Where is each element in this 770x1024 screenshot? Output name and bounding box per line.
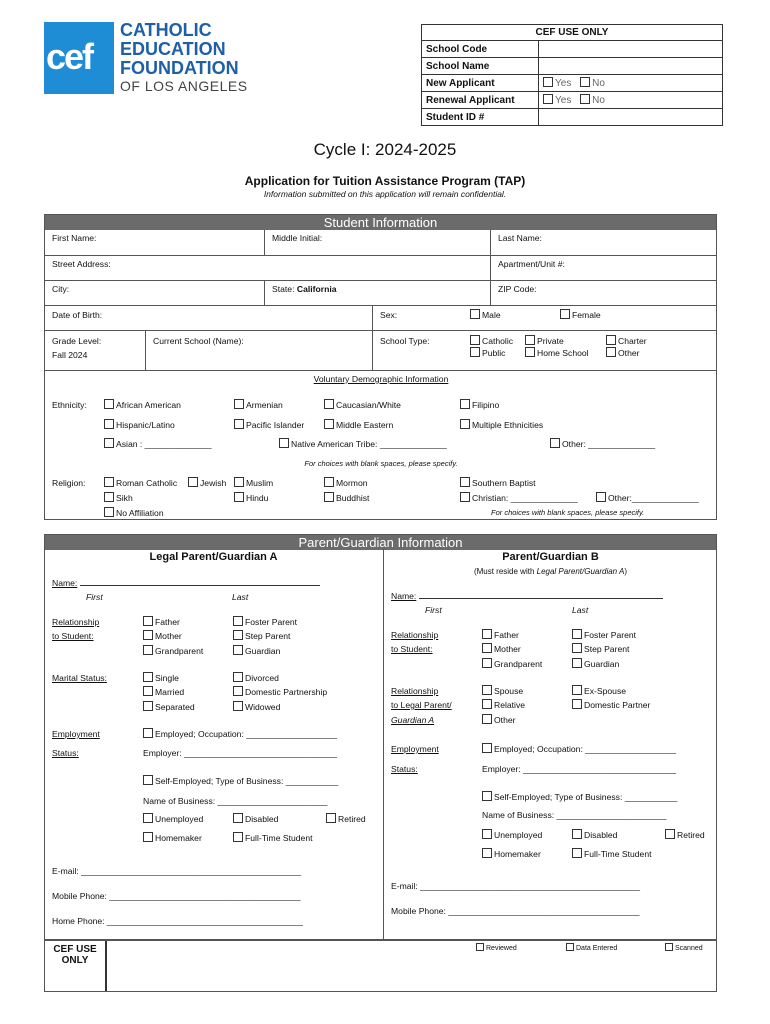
female-checkbox — [560, 309, 570, 319]
a-mobile-phone[interactable]: Mobile Phone: ________________________________________ — [52, 891, 301, 901]
b-status-label: Status: — [391, 764, 418, 774]
b-grandparent[interactable]: Grandparent — [482, 658, 542, 669]
eth-african-american[interactable]: African American — [104, 399, 181, 410]
rel-jewish[interactable]: Jewish — [188, 477, 226, 488]
cycle-title: Cycle I: 2024-2025 — [313, 140, 457, 159]
grade-level-value: Fall 2024 — [52, 350, 88, 360]
eth-native-american[interactable]: Native American Tribe: ______________ — [279, 438, 447, 449]
new-applicant-label: New Applicant — [422, 75, 539, 92]
first-name-input[interactable] — [48, 244, 262, 254]
b-employment-label: Employment — [391, 744, 439, 754]
b-guardian-a-label: Guardian A — [391, 715, 435, 725]
school-type-charter[interactable]: Charter — [606, 335, 647, 346]
eth-pacific-islander[interactable]: Pacific Islander — [234, 419, 304, 430]
middle-initial-label: Middle Initial: — [272, 233, 323, 243]
ethnicity-label: Ethnicity: — [52, 400, 87, 410]
city-label: City: — [52, 284, 70, 294]
zip-label: ZIP Code: — [498, 284, 537, 294]
a-retired[interactable]: Retired — [326, 813, 366, 824]
male-option[interactable]: Male — [470, 309, 501, 320]
b-other[interactable]: Other — [482, 714, 516, 725]
a-single[interactable]: Single — [143, 672, 179, 683]
school-type-home[interactable]: Home School — [525, 347, 589, 358]
guardian-b-title: Parent/Guardian B — [502, 551, 599, 563]
a-step-parent[interactable]: Step Parent — [233, 630, 290, 641]
rel-southern-baptist[interactable]: Southern Baptist — [460, 477, 536, 488]
logo-line2: EDUCATION — [120, 39, 226, 59]
a-last-label: Last — [232, 592, 249, 602]
religion-label: Religion: — [52, 478, 86, 488]
cef-use-box: CEF USE ONLY School Code School Name New Applicant Yes No Renewal Applicant Yes No Student ID # — [421, 24, 723, 126]
a-guardian[interactable]: Guardian — [233, 645, 280, 656]
eth-asian[interactable]: Asian : ______________ — [104, 438, 212, 449]
b-spouse[interactable]: Spouse — [482, 685, 523, 696]
logo-line3: FOUNDATION — [120, 58, 239, 78]
renewal-applicant-yes-checkbox[interactable] — [543, 94, 553, 104]
new-applicant-yes-checkbox[interactable] — [543, 77, 553, 87]
reviewed-check[interactable]: Reviewed — [476, 943, 517, 952]
religion-note: For choices with blank spaces, please specify. — [491, 508, 645, 517]
grade-level-label: Grade Level: — [52, 336, 102, 346]
student-section-heading: Student Information — [45, 215, 716, 230]
rel-mormon[interactable]: Mormon — [324, 477, 368, 488]
school-type-public[interactable]: Public — [470, 347, 505, 358]
b-mobile-phone[interactable]: Mobile Phone: ________________________________________ — [391, 906, 640, 916]
rel-buddhist[interactable]: Buddhist — [324, 492, 369, 503]
a-to-student-label: to Student: — [52, 631, 94, 641]
footer-only: ONLY — [61, 955, 89, 966]
b-domestic-partner[interactable]: Domestic Partner — [572, 699, 650, 710]
b-mother[interactable]: Mother — [482, 643, 521, 654]
a-foster-parent[interactable]: Foster Parent — [233, 616, 297, 627]
a-mother[interactable]: Mother — [143, 630, 182, 641]
b-first-label: First — [425, 605, 442, 615]
state-value: California — [296, 284, 337, 294]
b-ex-spouse[interactable]: Ex-Spouse — [572, 685, 626, 696]
eth-filipino[interactable]: Filipino — [460, 399, 499, 410]
renewal-applicant-label: Renewal Applicant — [422, 92, 539, 109]
a-status-label: Status: — [52, 748, 79, 758]
guardian-b-subtitle: (Must reside with Legal Parent/Guardian A) — [473, 567, 628, 576]
a-employment-label: Employment — [52, 729, 100, 739]
rel-sikh[interactable]: Sikh — [104, 492, 133, 503]
eth-caucasian[interactable]: Caucasian/White — [324, 399, 401, 410]
a-email[interactable]: E-mail: ______________________________________________ — [52, 866, 301, 876]
rel-no-affiliation[interactable]: No Affiliation — [104, 507, 164, 518]
logo-line4: OF LOS ANGELES — [120, 78, 248, 94]
b-employer[interactable]: Employer: ________________________________ — [482, 764, 677, 774]
b-retired[interactable]: Retired — [665, 829, 705, 840]
rel-other[interactable]: Other:______________ — [596, 492, 699, 503]
a-home-phone[interactable]: Home Phone: _________________________________________ — [52, 916, 303, 926]
a-homemaker[interactable]: Homemaker — [143, 832, 202, 843]
eth-multiple[interactable]: Multiple Ethnicities — [460, 419, 543, 430]
footer-cef-use: CEF USE — [53, 944, 97, 955]
rel-christian[interactable]: Christian: ______________ — [460, 492, 578, 503]
logo-line1: CATHOLIC — [120, 20, 212, 40]
street-address-label: Street Address: — [52, 259, 111, 269]
parent-section-heading: Parent/Guardian Information — [45, 535, 716, 550]
a-employed[interactable]: Employed; Occupation: ___________________ — [143, 728, 337, 739]
sex-label: Sex: — [380, 310, 398, 320]
b-to-legal-label: to Legal Parent/ — [391, 700, 452, 710]
a-first-label: First — [86, 592, 103, 602]
ethnicity-note: For choices with blank spaces, please specify. — [304, 459, 458, 468]
b-email[interactable]: E-mail: ______________________________________________ — [391, 881, 640, 891]
a-father[interactable]: Father — [143, 616, 180, 627]
eth-hispanic[interactable]: Hispanic/Latino — [104, 419, 175, 430]
data-entered-check[interactable]: Data Entered — [566, 943, 617, 952]
a-widowed[interactable]: Widowed — [233, 701, 280, 712]
school-type-private[interactable]: Private — [525, 335, 564, 346]
cef-box-title: CEF USE ONLY — [422, 25, 723, 41]
eth-armenian[interactable]: Armenian — [234, 399, 283, 410]
female-option[interactable]: Female — [560, 309, 601, 320]
dob-label: Date of Birth: — [52, 310, 103, 320]
a-name[interactable]: Name: — [52, 578, 320, 588]
school-type-catholic[interactable]: Catholic — [470, 335, 513, 346]
a-marital-label: Marital Status: — [52, 673, 107, 683]
first-name-label: First Name: — [52, 233, 97, 243]
eth-other[interactable]: Other: ______________ — [550, 438, 655, 449]
b-full-time-student[interactable]: Full-Time Student — [572, 848, 652, 859]
b-unemployed[interactable]: Unemployed — [482, 829, 542, 840]
logo-mark: cef — [44, 22, 114, 94]
rel-muslim[interactable]: Muslim — [234, 477, 273, 488]
b-employed[interactable]: Employed; Occupation: ___________________ — [482, 743, 676, 754]
a-relationship-label: Relationship — [52, 617, 100, 627]
logo — [44, 22, 264, 94]
a-grandparent[interactable]: Grandparent — [143, 645, 203, 656]
b-relationship-a-label: Relationship — [391, 686, 439, 696]
demographic-heading: Voluntary Demographic Information — [313, 374, 449, 384]
a-employer[interactable]: Employer: ________________________________ — [143, 748, 338, 758]
b-to-student-label: to Student: — [391, 644, 433, 654]
rel-roman-catholic[interactable]: Roman Catholic — [104, 477, 177, 488]
school-name-field[interactable] — [539, 58, 723, 75]
b-disabled[interactable]: Disabled — [572, 829, 617, 840]
a-separated[interactable]: Separated — [143, 701, 195, 712]
student-id-field[interactable] — [539, 109, 723, 126]
scanned-check[interactable]: Scanned — [665, 943, 703, 952]
a-unemployed[interactable]: Unemployed — [143, 813, 203, 824]
footer-cef-box — [44, 940, 717, 992]
male-checkbox — [470, 309, 480, 319]
a-business-name[interactable]: Name of Business: _______________________ — [143, 796, 328, 806]
confidential-note: Information submitted on this application will remain confidential. — [263, 189, 507, 199]
a-self-employed[interactable]: Self-Employed; Type of Business: ___________ — [143, 775, 338, 786]
new-applicant-no-checkbox[interactable] — [580, 77, 590, 87]
a-full-time-student[interactable]: Full-Time Student — [233, 832, 313, 843]
a-divorced[interactable]: Divorced — [233, 672, 279, 683]
eth-middle-eastern[interactable]: Middle Eastern — [324, 419, 393, 430]
b-relationship-label: Relationship — [391, 630, 439, 640]
school-code-field[interactable] — [539, 41, 723, 58]
school-type-label: School Type: — [380, 336, 430, 346]
b-homemaker[interactable]: Homemaker — [482, 848, 541, 859]
b-step-parent[interactable]: Step Parent — [572, 643, 629, 654]
guardian-a-title: Legal Parent/Guardian A — [149, 551, 278, 563]
b-relative[interactable]: Relative — [482, 699, 525, 710]
student-id-label: Student ID # — [422, 109, 539, 126]
apartment-label: Apartment/Unit #: — [498, 259, 565, 269]
school-code-label: School Code — [422, 41, 539, 58]
school-type-other[interactable]: Other — [606, 347, 640, 358]
last-name-label: Last Name: — [498, 233, 542, 243]
application-title: Application for Tuition Assistance Program (TAP) — [244, 174, 526, 188]
renewal-applicant-no-checkbox[interactable] — [580, 94, 590, 104]
b-father[interactable]: Father — [482, 629, 519, 640]
b-name[interactable]: Name: — [391, 591, 663, 601]
current-school-label: Current School (Name): — [153, 336, 244, 346]
b-foster-parent[interactable]: Foster Parent — [572, 629, 636, 640]
state-label: State: California — [272, 284, 337, 294]
school-name-label: School Name — [422, 58, 539, 75]
a-domestic-partnership[interactable]: Domestic Partnership — [233, 686, 327, 697]
a-disabled[interactable]: Disabled — [233, 813, 278, 824]
rel-hindu[interactable]: Hindu — [234, 492, 268, 503]
b-business-name[interactable]: Name of Business: _______________________ — [482, 810, 667, 820]
b-self-employed[interactable]: Self-Employed; Type of Business: ___________ — [482, 791, 677, 802]
a-married[interactable]: Married — [143, 686, 184, 697]
b-last-label: Last — [572, 605, 589, 615]
footer-cef-label-box — [45, 941, 107, 991]
b-guardian[interactable]: Guardian — [572, 658, 619, 669]
